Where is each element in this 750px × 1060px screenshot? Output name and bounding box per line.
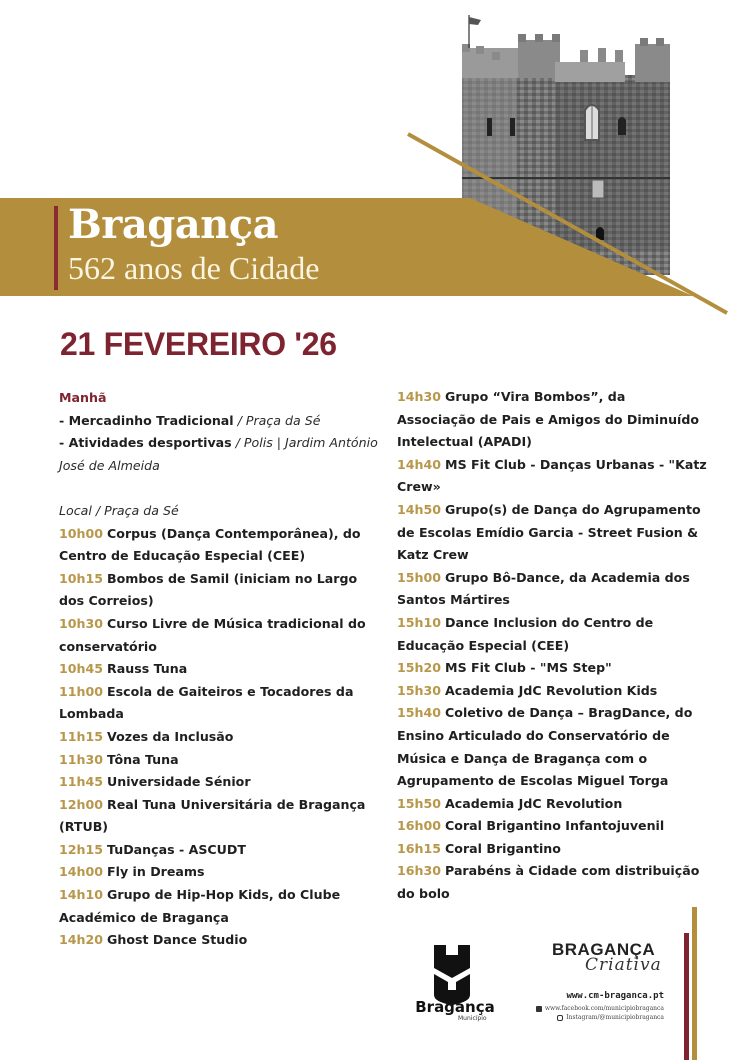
facebook-icon	[536, 1006, 542, 1012]
schedule-time: 11h00	[59, 683, 104, 699]
schedule-act: Fly in Dreams	[107, 864, 205, 880]
hero-banner	[0, 0, 750, 330]
schedule-entry	[397, 499, 707, 567]
morning-heading: Manhã	[59, 390, 107, 405]
schedule-entry	[59, 568, 379, 613]
website-link[interactable]: www.cm-braganca.pt	[566, 991, 664, 1001]
schedule-act: Parabéns à Cidade com distribuição do bolo	[397, 863, 700, 902]
schedule-act: Academia JdC Revolution	[445, 795, 623, 811]
schedule-right-column	[397, 386, 707, 906]
schedule-time: 15h40	[397, 705, 442, 721]
schedule-act: Tôna Tuna	[107, 751, 179, 767]
morning-item	[59, 432, 379, 477]
schedule-entry	[397, 860, 707, 905]
schedule-act: Curso Livre de Música tradicional do conservatório	[59, 615, 366, 654]
schedule-entry	[59, 658, 379, 681]
schedule-time: 14h00	[59, 864, 104, 880]
schedule-time: 14h10	[59, 887, 104, 903]
schedule-entry	[397, 793, 707, 816]
instagram-handle: Instagram/@municipiobraganca	[566, 1014, 664, 1021]
schedule-time: 15h50	[397, 795, 442, 811]
schedule-list-left	[59, 523, 379, 952]
morning-item	[59, 410, 379, 433]
schedule-act: Dance Inclusion do Centro de Educação Especial (CEE)	[397, 614, 654, 653]
schedule-act: Grupo “Vira Bombos”, da Associação de Pais e Amigos do Diminuído Intelectual (APADI)	[397, 389, 700, 450]
schedule-list-right	[397, 386, 707, 906]
schedule-time: 15h20	[397, 660, 442, 676]
morning-item-location: / Praça da Sé	[237, 412, 321, 428]
braganca-criativa-title: BRAGANÇA	[552, 940, 656, 959]
schedule-entry	[59, 523, 379, 568]
schedule-act: Coletivo de Dança – BragDance, do Ensino Articulado do Conservatório de Música e Dança de Bragança com o Agrupamento de Escolas Miguel Torga	[397, 705, 693, 789]
schedule-time: 14h40	[397, 456, 442, 472]
schedule-act: Coral Brigantino Infantojuvenil	[445, 818, 665, 834]
schedule-time: 14h50	[397, 501, 442, 517]
schedule-time: 11h45	[59, 774, 104, 790]
schedule-act: Bombos de Samil (iniciam no Largo dos Correios)	[59, 570, 358, 609]
schedule-time: 12h00	[59, 796, 104, 812]
schedule-entry	[59, 771, 379, 794]
schedule-entry	[397, 454, 707, 499]
decorative-bar-burgundy	[684, 933, 689, 1060]
schedule-entry	[59, 929, 379, 952]
schedule-time: 10h00	[59, 525, 104, 541]
morning-item-name: - Mercadinho Tradicional	[59, 412, 234, 428]
instagram-link[interactable]	[557, 1014, 664, 1021]
schedule-act: Universidade Sénior	[107, 774, 251, 790]
schedule-entry	[59, 884, 379, 929]
schedule-entry	[397, 680, 707, 703]
schedule-act: Grupo de Hip-Hop Kids, do Clube Académico de Bragança	[59, 887, 341, 925]
schedule-act: Escola de Gaiteiros e Tocadores da Lombada	[59, 683, 354, 722]
schedule-time: 16h30	[397, 863, 442, 879]
schedule-act: TuDanças - ASCUDT	[107, 841, 246, 857]
schedule-time: 10h45	[59, 661, 104, 677]
schedule-entry	[397, 386, 707, 454]
schedule-entry	[397, 702, 707, 792]
schedule-time: 11h30	[59, 751, 104, 767]
municipio-logo-text: Bragança	[415, 998, 495, 1016]
schedule-left-column	[59, 387, 379, 952]
schedule-entry	[397, 612, 707, 657]
schedule-act: Vozes da Inclusão	[107, 728, 234, 744]
schedule-time: 15h30	[397, 682, 442, 698]
schedule-time: 15h00	[397, 569, 442, 585]
schedule-time: 11h15	[59, 728, 104, 744]
braganca-criativa-script: Criativa	[585, 955, 662, 975]
schedule-entry	[397, 567, 707, 612]
schedule-act: Coral Brigantino	[445, 840, 561, 856]
schedule-time: 14h20	[59, 932, 104, 948]
schedule-time: 16h00	[397, 818, 442, 834]
schedule-entry	[397, 815, 707, 838]
event-date: 21 FEVEREIRO '26	[60, 326, 337, 362]
schedule-entry	[397, 838, 707, 861]
schedule-time: 14h30	[397, 389, 442, 404]
page-subtitle: 562 anos de Cidade	[68, 250, 320, 286]
facebook-url: www.facebook.com/municipiobraganca	[544, 1005, 664, 1012]
schedule-act: Real Tuna Universitária de Bragança (RTUB)	[59, 796, 366, 835]
schedule-act: Grupo Bô-Dance, da Academia dos Santos Mártires	[397, 569, 690, 608]
schedule-act: MS Fit Club - Danças Urbanas - "Katz Crew»	[397, 456, 707, 495]
morning-item-location: / Polis | Jardim António José de Almeida	[59, 435, 378, 473]
schedule-act: Ghost Dance Studio	[107, 932, 248, 948]
schedule-entry	[59, 839, 379, 862]
schedule-entry	[59, 613, 379, 658]
page-title: Bragança	[68, 201, 279, 248]
schedule-time: 16h15	[397, 840, 442, 856]
schedule-act: Grupo(s) de Dança do Agrupamento de Escolas Emídio Garcia - Street Fusion & Katz Crew	[397, 501, 701, 563]
schedule-act: Academia JdC Revolution Kids	[445, 682, 658, 698]
schedule-act: Corpus (Dança Contemporânea), do Centro de Educação Especial (CEE)	[59, 525, 361, 564]
schedule-entry	[397, 657, 707, 680]
schedule-entry	[59, 749, 379, 772]
decorative-bar-gold	[692, 907, 697, 1060]
title-accent-bar	[54, 206, 58, 290]
facebook-link[interactable]	[536, 1005, 664, 1012]
schedule-entry	[59, 726, 379, 749]
location-line: Local / Praça da Sé	[59, 502, 179, 518]
schedule-time: 10h15	[59, 570, 104, 586]
schedule-act: MS Fit Club - "MS Step"	[445, 660, 612, 676]
schedule-time: 12h15	[59, 841, 104, 857]
morning-item-name: - Atividades desportivas	[59, 435, 232, 451]
schedule-entry	[59, 861, 379, 884]
schedule-entry	[59, 794, 379, 839]
schedule-time: 10h30	[59, 615, 104, 631]
municipio-logo-subtext: Município	[458, 1015, 487, 1022]
instagram-icon	[557, 1015, 563, 1021]
schedule-act: Rauss Tuna	[107, 661, 188, 677]
schedule-time: 15h10	[397, 614, 442, 630]
schedule-entry	[59, 681, 379, 726]
